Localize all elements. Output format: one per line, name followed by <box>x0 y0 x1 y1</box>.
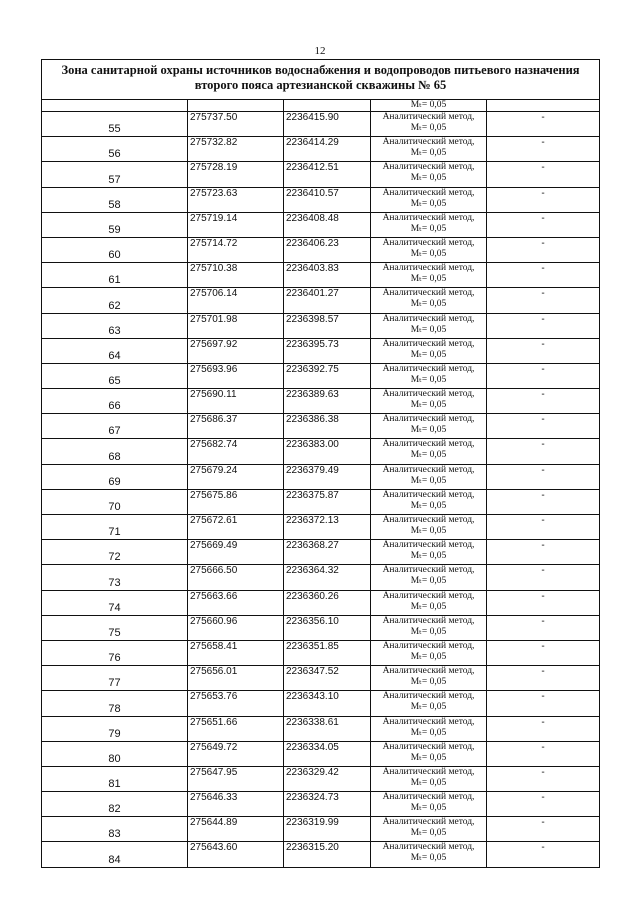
coordinate-y: 2236408.48 <box>284 212 371 237</box>
method-cell <box>371 212 487 237</box>
coordinate-x: 275653.76 <box>188 691 284 716</box>
point-number: 70 <box>42 489 188 514</box>
method-label: Аналитический метод, <box>382 691 475 702</box>
table-row <box>42 439 600 464</box>
table-row <box>42 414 600 439</box>
table-body <box>42 60 600 868</box>
table-row <box>42 212 600 237</box>
coordinate-x: 275686.37 <box>188 414 284 439</box>
accuracy-label: Mₜ= 0,05 <box>410 198 447 209</box>
point-number: 83 <box>42 817 188 842</box>
table-row <box>42 741 600 766</box>
method-cell <box>371 263 487 288</box>
table-row <box>42 237 600 262</box>
point-number: 84 <box>42 842 188 867</box>
method-cell <box>371 792 487 817</box>
point-number: 60 <box>42 237 188 262</box>
coordinate-y: 2236415.90 <box>284 112 371 137</box>
coordinate-x: 275701.98 <box>188 313 284 338</box>
note-cell: - <box>487 363 600 388</box>
coordinate-y: 2236412.51 <box>284 162 371 187</box>
table-row <box>42 792 600 817</box>
coordinate-y: 2236319.99 <box>284 817 371 842</box>
note-cell: - <box>487 741 600 766</box>
table-row <box>42 716 600 741</box>
method-label: Аналитический метод, <box>382 112 475 122</box>
note-cell: - <box>487 414 600 439</box>
accuracy-label: Mₜ= 0,05 <box>410 702 447 713</box>
table-title-line2: второго пояса артезианской скважины № 65 <box>194 78 447 92</box>
point-number: 74 <box>42 590 188 615</box>
coordinate-y: 2236386.38 <box>284 414 371 439</box>
accuracy-label: Mₜ= 0,05 <box>410 450 447 461</box>
note-cell: - <box>487 691 600 716</box>
method-cell <box>371 615 487 640</box>
table-row <box>42 112 600 137</box>
accuracy-label: Mₜ= 0,05 <box>410 651 447 662</box>
method-label: Аналитический метод, <box>382 489 475 500</box>
table-row <box>42 489 600 514</box>
coordinate-y: 2236356.10 <box>284 615 371 640</box>
coordinate-y: 2236401.27 <box>284 288 371 313</box>
accuracy-label: Mₜ= 0,05 <box>410 526 447 536</box>
method-cell <box>371 414 487 439</box>
method-cell <box>371 237 487 262</box>
table-row <box>42 338 600 363</box>
method-cell <box>371 112 487 137</box>
note-cell: - <box>487 187 600 212</box>
continued-row <box>42 100 600 112</box>
point-number: 72 <box>42 540 188 565</box>
method-cell <box>371 842 487 867</box>
table-row <box>42 766 600 791</box>
table-row <box>42 389 600 414</box>
coordinate-y: 2236334.05 <box>284 741 371 766</box>
accuracy-label: Mₜ= 0,05 <box>410 425 447 436</box>
coordinate-y: 2236398.57 <box>284 313 371 338</box>
coordinate-x: 275658.41 <box>188 640 284 665</box>
method-label: Аналитический метод, <box>382 792 475 803</box>
coordinate-x: 275646.33 <box>188 792 284 817</box>
point-number: 56 <box>42 137 188 162</box>
note-cell: - <box>487 212 600 237</box>
method-label: Аналитический метод, <box>382 414 475 425</box>
page-number: 12 <box>314 45 326 57</box>
method-label: Аналитический метод, <box>382 212 475 223</box>
note-cell: - <box>487 162 600 187</box>
coordinate-x: 275723.63 <box>188 187 284 212</box>
point-number: 66 <box>42 389 188 414</box>
table-row <box>42 464 600 489</box>
point-number: 77 <box>42 666 188 691</box>
accuracy-label: Mₜ= 0,05 <box>410 475 447 486</box>
method-label: Аналитический метод, <box>382 741 475 752</box>
table-row <box>42 640 600 665</box>
table-title <box>42 60 600 100</box>
table-row <box>42 565 600 590</box>
coordinate-x: 275714.72 <box>188 237 284 262</box>
coordinate-x: 275682.74 <box>188 439 284 464</box>
coordinate-y: 2236379.49 <box>284 464 371 489</box>
table-row <box>42 817 600 842</box>
method-cell <box>371 162 487 187</box>
method-label: Аналитический метод, <box>382 565 475 576</box>
accuracy-label: Mₜ= 0,05 <box>410 148 447 159</box>
note-cell: - <box>487 439 600 464</box>
table-row <box>42 590 600 615</box>
note-cell: - <box>487 792 600 817</box>
accuracy-label: Mₜ= 0,05 <box>410 677 447 688</box>
note-cell: - <box>487 137 600 162</box>
coordinate-x: 275706.14 <box>188 288 284 313</box>
table-row <box>42 162 600 187</box>
coordinate-y: 2236315.20 <box>284 842 371 867</box>
method-label: Аналитический метод, <box>382 464 475 475</box>
method-label: Аналитический метод, <box>382 263 475 274</box>
point-number: 68 <box>42 439 188 464</box>
coordinate-x: 275737.50 <box>188 112 284 137</box>
point-number: 57 <box>42 162 188 187</box>
method-label: Аналитический метод, <box>382 590 475 601</box>
point-number: 69 <box>42 464 188 489</box>
note-cell: - <box>487 112 600 137</box>
accuracy-label: Mₜ= 0,05 <box>410 601 447 612</box>
accuracy-label: Mₜ= 0,05 <box>410 853 447 864</box>
accuracy-label: Mₜ= 0,05 <box>410 803 447 814</box>
coordinate-x: 275647.95 <box>188 766 284 791</box>
method-label: Аналитический метод, <box>382 288 475 299</box>
method-cell <box>371 565 487 590</box>
coordinate-y: 2236389.63 <box>284 389 371 414</box>
method-label: Аналитический метод, <box>382 615 475 626</box>
method-cell <box>371 640 487 665</box>
method-label: Аналитический метод, <box>382 338 475 349</box>
point-number: 65 <box>42 363 188 388</box>
method-label: Аналитический метод, <box>382 640 475 651</box>
continued-note-cell <box>487 100 600 112</box>
method-cell <box>371 288 487 313</box>
point-number: 73 <box>42 565 188 590</box>
accuracy-label: Mₜ= 0,05 <box>410 828 447 839</box>
coordinate-x: 275649.72 <box>188 741 284 766</box>
accuracy-label: Mₜ= 0,05 <box>410 274 447 285</box>
coordinate-y: 2236329.42 <box>284 766 371 791</box>
method-label: Аналитический метод, <box>382 363 475 374</box>
method-cell <box>371 716 487 741</box>
method-label: Аналитический метод, <box>382 389 475 400</box>
continued-accuracy: Mₜ= 0,05 <box>371 100 487 112</box>
method-cell <box>371 766 487 791</box>
method-cell <box>371 691 487 716</box>
accuracy-label: Mₜ= 0,05 <box>410 299 447 310</box>
accuracy-label: Mₜ= 0,05 <box>410 324 447 335</box>
note-cell: - <box>487 313 600 338</box>
accuracy-label: Mₜ= 0,05 <box>410 626 447 637</box>
continued-y-cell <box>284 100 371 112</box>
coordinate-x: 275732.82 <box>188 137 284 162</box>
note-cell: - <box>487 389 600 414</box>
method-cell <box>371 137 487 162</box>
accuracy-label: Mₜ= 0,05 <box>410 173 447 184</box>
method-label: Аналитический метод, <box>382 137 475 148</box>
note-cell: - <box>487 338 600 363</box>
coordinate-x: 275693.96 <box>188 363 284 388</box>
method-label: Аналитический метод, <box>382 162 475 173</box>
table-row <box>42 263 600 288</box>
note-cell: - <box>487 842 600 867</box>
method-cell <box>371 515 487 540</box>
point-number: 81 <box>42 766 188 791</box>
note-cell: - <box>487 817 600 842</box>
method-label: Аналитический метод, <box>382 515 475 525</box>
point-number: 63 <box>42 313 188 338</box>
table-row <box>42 363 600 388</box>
point-number: 75 <box>42 615 188 640</box>
method-cell <box>371 439 487 464</box>
coordinate-y: 2236392.75 <box>284 363 371 388</box>
table-title-line1: Зона санитарной охраны источников водоснабжения и водопроводов питьевого назначения <box>61 63 580 77</box>
point-number: 82 <box>42 792 188 817</box>
table-row <box>42 615 600 640</box>
accuracy-label: Mₜ= 0,05 <box>410 727 447 738</box>
coordinate-y: 2236395.73 <box>284 338 371 363</box>
method-label: Аналитический метод, <box>382 237 475 248</box>
accuracy-label: Mₜ= 0,05 <box>410 576 447 587</box>
continued-num-cell <box>42 100 188 112</box>
accuracy-label: Mₜ= 0,05 <box>410 374 447 385</box>
point-number: 71 <box>42 515 188 540</box>
coordinate-y: 2236372.13 <box>284 515 371 540</box>
coordinate-y: 2236347.52 <box>284 666 371 691</box>
method-label: Аналитический метод, <box>382 842 475 853</box>
method-cell <box>371 187 487 212</box>
coordinate-x: 275656.01 <box>188 666 284 691</box>
note-cell: - <box>487 716 600 741</box>
note-cell: - <box>487 666 600 691</box>
accuracy-label: Mₜ= 0,05 <box>410 500 447 511</box>
coordinate-x: 275710.38 <box>188 263 284 288</box>
method-cell <box>371 540 487 565</box>
coordinate-x: 275719.14 <box>188 212 284 237</box>
point-number: 59 <box>42 212 188 237</box>
method-label: Аналитический метод, <box>382 540 475 551</box>
continued-x-cell <box>188 100 284 112</box>
point-number: 80 <box>42 741 188 766</box>
coordinate-y: 2236410.57 <box>284 187 371 212</box>
note-cell: - <box>487 237 600 262</box>
point-number: 67 <box>42 414 188 439</box>
coordinate-y: 2236414.29 <box>284 137 371 162</box>
method-cell <box>371 338 487 363</box>
accuracy-label: Mₜ= 0,05 <box>410 349 447 360</box>
method-label: Аналитический метод, <box>382 716 475 727</box>
coordinate-y: 2236403.83 <box>284 263 371 288</box>
method-cell <box>371 363 487 388</box>
accuracy-label: Mₜ= 0,05 <box>410 400 447 411</box>
coordinate-y: 2236338.61 <box>284 716 371 741</box>
accuracy-label: Mₜ= 0,05 <box>410 248 447 259</box>
coordinate-x: 275651.66 <box>188 716 284 741</box>
point-number: 78 <box>42 691 188 716</box>
note-cell: - <box>487 615 600 640</box>
method-cell <box>371 389 487 414</box>
coordinate-y: 2236324.73 <box>284 792 371 817</box>
coordinate-x: 275660.96 <box>188 615 284 640</box>
accuracy-label: Mₜ= 0,05 <box>410 752 447 763</box>
coordinate-y: 2236383.00 <box>284 439 371 464</box>
coordinate-x: 275690.11 <box>188 389 284 414</box>
point-number: 55 <box>42 112 188 137</box>
coordinates-table <box>41 59 600 868</box>
table-row <box>42 691 600 716</box>
coordinate-y: 2236360.26 <box>284 590 371 615</box>
coordinate-x: 275672.61 <box>188 515 284 540</box>
method-label: Аналитический метод, <box>382 666 475 677</box>
coordinate-y: 2236351.85 <box>284 640 371 665</box>
point-number: 62 <box>42 288 188 313</box>
accuracy-label: Mₜ= 0,05 <box>410 777 447 788</box>
note-cell: - <box>487 263 600 288</box>
note-cell: - <box>487 590 600 615</box>
coordinate-x: 275675.86 <box>188 489 284 514</box>
table-row <box>42 666 600 691</box>
note-cell: - <box>487 288 600 313</box>
method-cell <box>371 489 487 514</box>
coordinate-x: 275679.24 <box>188 464 284 489</box>
method-cell <box>371 817 487 842</box>
table-title-row <box>42 60 600 100</box>
coordinate-y: 2236368.27 <box>284 540 371 565</box>
table-row <box>42 540 600 565</box>
method-label: Аналитический метод, <box>382 439 475 450</box>
coordinate-y: 2236406.23 <box>284 237 371 262</box>
table-row <box>42 137 600 162</box>
point-number: 76 <box>42 640 188 665</box>
coordinate-x: 275728.19 <box>188 162 284 187</box>
coordinate-y: 2236375.87 <box>284 489 371 514</box>
accuracy-label: Mₜ= 0,05 <box>410 223 447 234</box>
coordinate-x: 275666.50 <box>188 565 284 590</box>
point-number: 79 <box>42 716 188 741</box>
method-cell <box>371 590 487 615</box>
method-cell <box>371 666 487 691</box>
table-row <box>42 515 600 540</box>
coordinate-y: 2236343.10 <box>284 691 371 716</box>
note-cell: - <box>487 464 600 489</box>
coordinate-x: 275663.66 <box>188 590 284 615</box>
table-row <box>42 187 600 212</box>
note-cell: - <box>487 766 600 791</box>
method-label: Аналитический метод, <box>382 817 475 828</box>
table-row <box>42 313 600 338</box>
note-cell: - <box>487 565 600 590</box>
method-label: Аналитический метод, <box>382 187 475 198</box>
point-number: 64 <box>42 338 188 363</box>
table-row <box>42 842 600 867</box>
coordinate-x: 275669.49 <box>188 540 284 565</box>
method-cell <box>371 313 487 338</box>
method-cell <box>371 741 487 766</box>
coordinate-y: 2236364.32 <box>284 565 371 590</box>
point-number: 58 <box>42 187 188 212</box>
point-number: 61 <box>42 263 188 288</box>
coordinate-x: 275644.89 <box>188 817 284 842</box>
coordinate-x: 275643.60 <box>188 842 284 867</box>
method-cell <box>371 464 487 489</box>
coordinate-x: 275697.92 <box>188 338 284 363</box>
table-row <box>42 288 600 313</box>
note-cell: - <box>487 540 600 565</box>
accuracy-label: Mₜ= 0,05 <box>410 123 447 133</box>
note-cell: - <box>487 515 600 540</box>
method-label: Аналитический метод, <box>382 766 475 777</box>
note-cell: - <box>487 489 600 514</box>
method-label: Аналитический метод, <box>382 313 475 324</box>
note-cell: - <box>487 640 600 665</box>
accuracy-label: Mₜ= 0,05 <box>410 551 447 562</box>
